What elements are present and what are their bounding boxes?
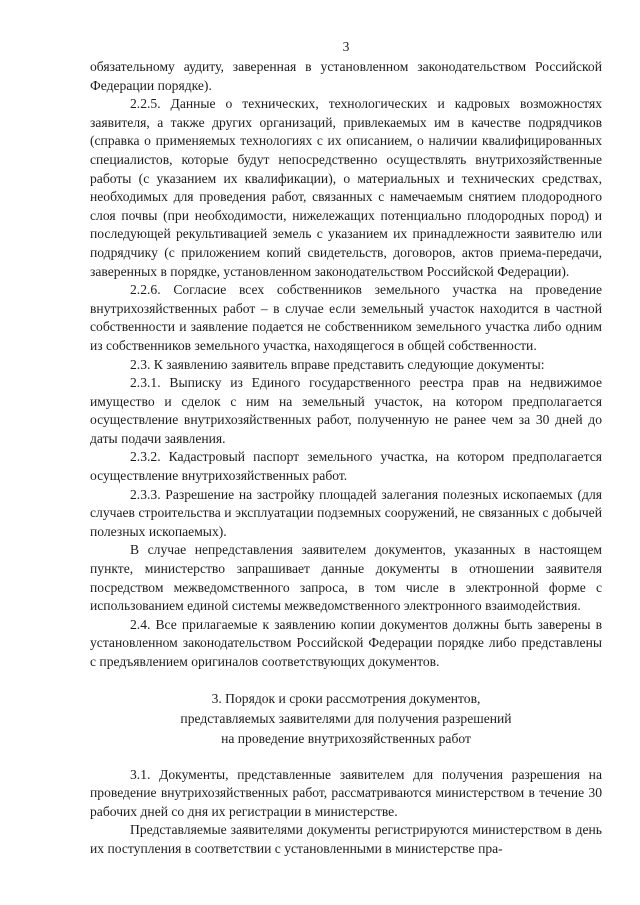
paragraph-2-3: 2.3. К заявлению заявитель вправе представить следующие документы: — [130, 356, 545, 372]
page-number: 3 — [342, 39, 350, 54]
paragraph-nonsubmission: В случае непредставления заявителем документов, указанных в настоящем пункте, министерство запрашивает данные документы в отношении заявителя посредством межведомственного запроса, в том числе в электронной форме с использованием единой системы межведомственного электронного взаимодействия. — [90, 542, 602, 614]
paragraph-2-3-2: 2.3.2. Кадастровый паспорт земельного участка, на котором предполагается осуществление внутрихозяйственных работ. — [90, 449, 602, 484]
section-3-heading — [90, 689, 602, 749]
paragraph-2-2-5: 2.2.5. Данные о технических, технологических и кадровых возможностях заявителя, а также других организаций, привлекаемых им в качестве подрядчиков (справка о применяемых технологиях с их описанием, о наличии квалифицированных специалистов, которые будут непосредственно осуществлять внутрихозяйственные работы (с указанием их квалификации), о материальных и технических средствах, необходимых для проведения работ, связанных с намечаемым снятием плодородного слоя почвы (при необходимости, нижележащих потенциально плодородных пород) и последующей рекультивацией земель с указанием их принадлежности заявителю или подрядчику (с приложением копий свидетельств, договоров, актов приема-передачи, заверенных в порядке, установленном законодательством Российской Федерации). — [90, 96, 602, 279]
paragraph-continuation: обязательному аудиту, заверенная в установленном законодательством Российской Федерации порядке). — [90, 59, 602, 93]
paragraph-2-2-6: 2.2.6. Согласие всех собственников земельного участка на проведение внутрихозяйственных работ – в случае если земельный участок находится в частной собственности и заявление подается не собственником земельного участка либо одним из собственников земельного участка, находящегося в общей собственности. — [90, 282, 602, 353]
section-heading-line-2: представляемых заявителями для получения разрешений — [180, 710, 512, 726]
paragraph-2-3-1: 2.3.1. Выписку из Единого государственного реестра прав на недвижимое имущество и сделок с ним на земельный участок, на котором предполагается осуществление внутрихозяйственных работ, полученную не ранее чем за 30 дней до даты подачи заявления. — [90, 375, 602, 446]
section-heading-line-1: 3. Порядок и сроки рассмотрения документов, — [211, 690, 481, 706]
paragraph-registration: Представляемые заявителями документы регистрируются министерством в день их поступления в соответствии с установленными в министерстве пра- — [90, 822, 602, 856]
document-page — [90, 38, 602, 859]
paragraph-3-1: 3.1. Документы, представленные заявителем для получения разрешения на проведение внутрихозяйственных работ, рассматриваются министерством в течение 30 рабочих дней со дня их регистрации в министерстве. — [90, 766, 602, 819]
paragraph-2-4: 2.4. Все прилагаемые к заявлению копии документов должны быть заверены в установленном законодательством Российской Федерации порядке либо представлены с предъявлением оригиналов соответствующих документов. — [90, 616, 602, 669]
section-heading-line-3: на проведение внутрихозяйственных работ — [221, 730, 471, 746]
paragraph-2-3-3: 2.3.3. Разрешение на застройку площадей залегания полезных ископаемых (для случаев строительства и эксплуатации подземных сооружений, не связанных с добычей полезных ископаемых). — [90, 486, 602, 539]
